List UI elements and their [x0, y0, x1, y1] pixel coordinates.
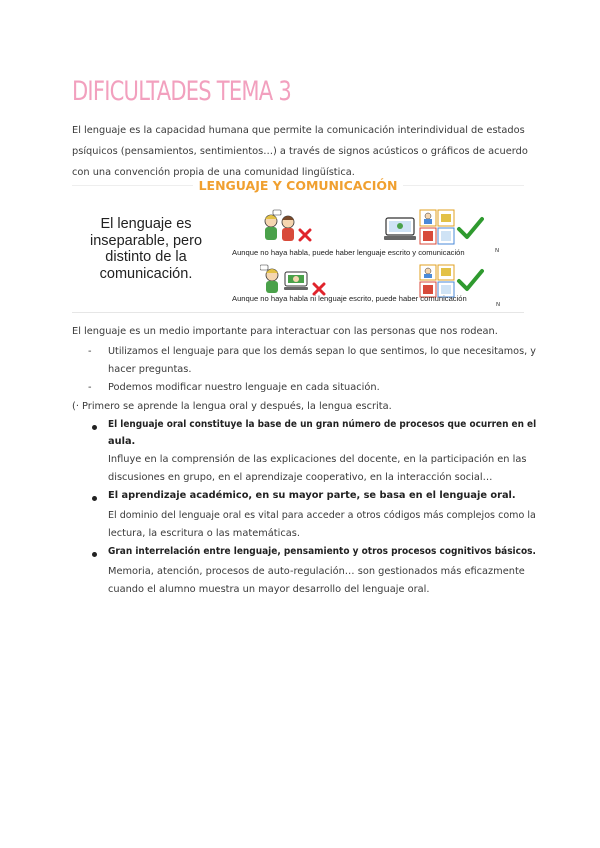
- figure-caption-1: Aunque no haya habla, puede haber lenguaje escrito y comunicación: [232, 248, 465, 257]
- dash-marker: -: [88, 346, 92, 357]
- computer-person-icon: [284, 269, 310, 293]
- paragraph-interactuar: El lenguaje es un medio importante para interactuar con las personas que nos rodean.: [72, 326, 498, 337]
- dash-item-1-line-2: hacer preguntas.: [108, 364, 192, 375]
- figure-lenguaje-comunicacion: [72, 176, 524, 314]
- intro-paragraph: El lenguaje es la capacidad humana que permite la comunicación interindividual de estados psíquicos (pensamientos, sentimientos…) a través de signos acústicos o gráficos de acuerdo con una convención propia de una comunidad lingüística.: [72, 125, 528, 178]
- bullet-2-text-line-2: lectura, la escritura o las matemáticas.: [108, 528, 300, 539]
- bullet-1-title-line-2: aula.: [108, 436, 136, 447]
- dash-marker: -: [88, 382, 92, 393]
- bullet-3-title: Gran interrelación entre lenguaje, pensamiento y otros procesos cognitivos básicos.: [108, 546, 536, 557]
- bullet-3-text-line-1: Memoria, atención, procesos de auto-regulación… son gestionados más eficazmente: [108, 566, 525, 577]
- figure-mark-2: N: [496, 302, 501, 308]
- figure-title-text: LENGUAJE Y COMUNICACIÓN: [193, 178, 404, 193]
- pictograms-icon: [419, 209, 455, 245]
- figure-mark-1: N: [495, 248, 500, 254]
- bullet-2-text-line-1: El dominio del lenguaje oral es vital para acceder a otros códigos más complejos como la: [108, 510, 536, 521]
- figure-caption-2: Aunque no haya habla ni lenguaje escrito, puede haber comunicación: [232, 294, 467, 303]
- bullet-1-title-line-1: El lenguaje oral constituye la base de un gran número de procesos que ocurren en el: [108, 419, 537, 430]
- figure-title: [72, 178, 524, 193]
- pictograms-icon: [419, 264, 455, 298]
- paragraph-lengua-oral: (· Primero se aprende la lengua oral y después, la lengua escrita.: [72, 401, 392, 412]
- bullet-1-text-line-2: discusiones en grupo, en el aprendizaje cooperativo, en la interacción social…: [108, 472, 493, 483]
- bullet-1-text-line-1: Influye en la comprensión de las explicaciones del docente, en la participación en las: [108, 454, 527, 465]
- bullet-2-title: El aprendizaje académico, en su mayor parte, se basa en el lenguaje oral.: [108, 490, 516, 501]
- cross-icon: [298, 228, 312, 242]
- bullet-dot: [92, 496, 97, 501]
- page-title: DIFICULTADES TEMA 3: [72, 76, 291, 107]
- check-icon: [456, 268, 484, 292]
- bullet-3-text-line-2: cuando el alumno muestra un mayor desarrollo del lenguaje oral.: [108, 584, 430, 595]
- bullet-dot: [92, 552, 97, 557]
- dash-item-1-line-1: Utilizamos el lenguaje para que los demás sepan lo que sentimos, lo que necesitamos, y: [108, 346, 536, 357]
- bullet-dot: [92, 425, 97, 430]
- talking-person-icon: [260, 264, 284, 294]
- figure-bottom-rule: [72, 312, 524, 313]
- talking-people-icon: [260, 209, 300, 243]
- check-icon: [456, 216, 484, 240]
- dash-item-2: Podemos modificar nuestro lenguaje en cada situación.: [108, 382, 380, 393]
- figure-left-text: El lenguaje es inseparable, pero distinto de la comunicación.: [89, 216, 203, 282]
- computer-icon: [384, 216, 418, 242]
